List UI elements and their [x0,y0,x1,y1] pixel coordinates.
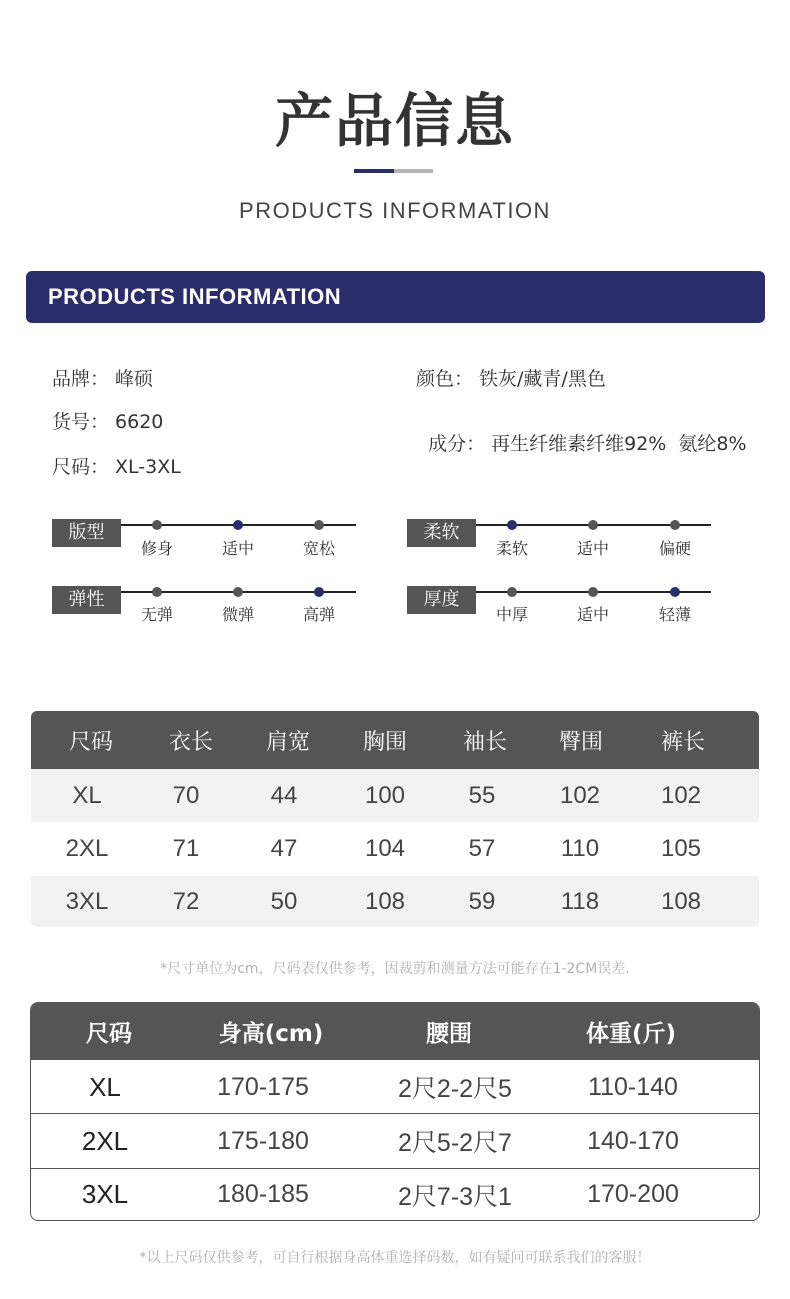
table-cell: 175-180 [217,1126,309,1155]
table-cell: XL [89,1071,121,1102]
table-cell: 2XL [81,1125,129,1156]
thickness-scale [407,586,717,638]
brand-value: 峰硕 [115,368,154,390]
header-cell: 尺码 [86,1021,132,1047]
thickness-option: 轻薄 [658,605,691,624]
header-cell: 衣长 [168,729,213,755]
table-cell: 55 [468,781,496,809]
header-cell: 胸围 [362,729,407,755]
section-banner [26,271,765,323]
sku-label: 货号： [52,411,110,433]
color-label: 颜色： [416,368,474,390]
color-value: 铁灰/藏青/黑色 [479,368,606,390]
table-cell: 100 [364,781,406,809]
softness-dot-0 [507,520,517,530]
material-label: 成分： [428,433,486,455]
title-underline-gray [394,169,433,173]
table-row [31,1168,759,1220]
table-cell: 118 [560,887,600,915]
softness-option: 适中 [576,539,609,558]
elasticity-option: 高弹 [302,605,335,624]
table-cell: 71 [172,835,200,862]
header-cell: 身高(cm) [218,1021,324,1047]
fit-dot-1 [233,520,243,530]
sku-value: 6620 [115,411,164,433]
table-cell: 2XL [65,835,109,862]
table-cell: 59 [468,887,496,915]
table-cell: 102 [660,781,702,809]
table-cell: 3XL [65,887,109,915]
header-cell: 腰围 [426,1021,472,1047]
header-cell: 袖长 [462,729,507,755]
table-cell: 170-200 [587,1180,679,1208]
sku-info [52,407,163,434]
table-row [31,876,759,927]
softness-dot-1 [588,520,598,530]
table-cell: 108 [660,887,702,915]
table-cell: 44 [270,781,298,809]
brand-info [52,364,153,391]
size-table-header [31,711,759,769]
size-info [52,452,181,479]
fit-dot-0 [152,520,162,530]
table-cell: 170-175 [217,1072,309,1101]
size-value: XL-3XL [115,456,181,478]
table-cell: 57 [468,835,496,862]
table-cell: 110 [560,835,600,862]
table-cell: 140-170 [587,1126,679,1155]
elasticity-label: 弹性 [52,586,121,614]
elasticity-option: 微弹 [221,605,254,624]
table-cell: 3XL [81,1179,129,1209]
fit-option: 宽松 [302,539,335,558]
table-cell: 72 [172,887,200,915]
material-value: 再生纤维素纤维92% 氨纶8% [491,433,747,455]
header-cell: 体重(斤) [585,1021,677,1047]
title-underline-accent [354,169,394,173]
elasticity-dot-0 [152,587,162,597]
thickness-dot-2 [670,587,680,597]
table-cell: 102 [559,781,601,809]
fit-dot-2 [314,520,324,530]
table-cell: 70 [172,781,200,809]
header-cell: 肩宽 [265,729,310,755]
softness-option: 偏硬 [658,539,691,558]
header-cell: 裤长 [660,729,705,755]
page-title: 产品信息 [274,87,515,155]
table-cell: 2尺2-2尺5 [398,1075,512,1103]
table-cell: 110-140 [588,1072,678,1101]
table-row [31,1060,759,1114]
softness-dot-2 [670,520,680,530]
table-row [31,1113,759,1168]
table-cell: 47 [270,835,298,862]
table-cell: 108 [364,887,406,915]
header-cell: 臀围 [558,729,603,755]
page-subtitle: PRODUCTS INFORMATION [239,198,551,223]
softness-option: 柔软 [495,539,528,558]
color-info [416,364,606,391]
fit-table-header [31,1003,759,1060]
table-cell: 50 [270,887,298,915]
softness-label: 柔软 [407,519,476,547]
table-cell: 2尺7-3尺1 [398,1182,512,1211]
fit-table [30,1002,760,1221]
thickness-dot-1 [588,587,598,597]
header-cell: 尺码 [68,729,113,755]
thickness-dot-0 [507,587,517,597]
banner-text: PRODUCTS INFORMATION [48,284,342,309]
elasticity-option: 无弹 [140,605,173,624]
elasticity-scale [52,586,362,638]
brand-label: 品牌： [52,368,110,390]
table-row [31,822,759,876]
elasticity-dot-1 [233,587,243,597]
size-table-note: *尺寸单位为cm，尺码表仅供参考，因裁剪和测量方法可能存在1-2CM误差. [160,961,630,977]
table-cell: XL [72,781,102,809]
fit-label: 版型 [52,519,121,547]
material-info [416,407,747,456]
fit-option: 修身 [140,539,173,558]
thickness-option: 适中 [576,605,609,624]
softness-scale [407,519,717,571]
size-table [31,711,759,927]
thickness-option: 中厚 [495,605,528,624]
size-label: 尺码： [52,456,110,478]
elasticity-dot-2 [314,587,324,597]
table-cell: 2尺5-2尺7 [398,1129,512,1157]
fit-option: 适中 [221,539,254,558]
fit-scale [52,519,362,571]
table-cell: 180-185 [217,1180,309,1208]
table-cell: 104 [364,835,406,862]
table-row [31,769,759,822]
table-cell: 105 [660,835,702,862]
fit-table-note: *以上尺码仅供参考，可自行根据身高体重选择码数，如有疑问可联系我们的客服！ [139,1250,651,1266]
thickness-label: 厚度 [407,586,476,614]
